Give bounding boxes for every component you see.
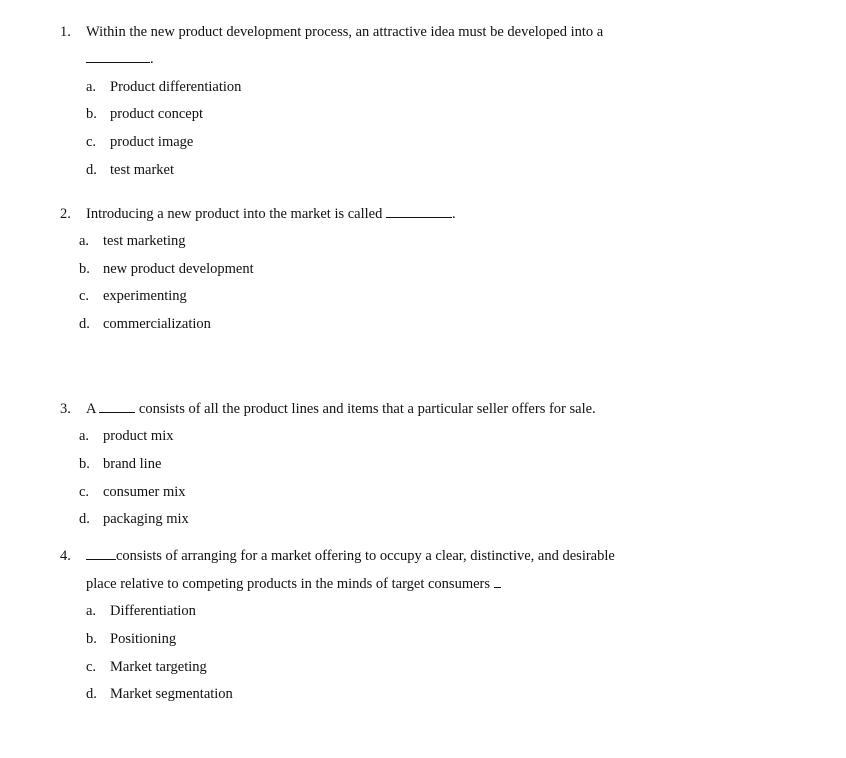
option-letter: a. [86,603,97,619]
option-letter: b. [79,261,90,277]
option-letter: a. [79,233,90,249]
question-text-end: consists of all the product lines and items that a particular seller offers for sale. [138,401,596,417]
option-text: product concept [110,106,204,122]
question-number: 2. [60,206,71,222]
question-text: Within the new product development process, an attractive idea must be developed into a [86,24,604,40]
question-text-end: . [451,206,456,222]
option-letter: c. [86,659,97,675]
option-text: product image [110,134,194,150]
question-number: 1. [60,24,71,40]
question-2-stem [60,205,456,223]
option-4d [86,685,233,703]
option-text: new product development [103,261,254,277]
option-4b [86,630,176,648]
option-text: commercialization [103,316,211,332]
option-letter: c. [79,288,90,304]
option-4a [86,602,196,620]
option-1a [86,78,241,96]
question-text-end: . [150,51,154,67]
question-number: 4. [60,548,71,564]
option-letter: a. [79,428,90,444]
option-text: brand line [103,456,162,472]
option-letter: d. [86,162,97,178]
option-3c [79,483,186,501]
option-text: consumer mix [103,484,186,500]
option-text: Positioning [110,631,177,647]
option-text: test market [110,162,175,178]
option-letter: d. [79,511,90,527]
option-text: packaging mix [103,511,189,527]
option-text: Market segmentation [110,686,233,702]
option-2a [79,232,186,250]
question-4-stem [60,547,615,565]
option-text: Market targeting [110,659,207,675]
option-3d [79,510,189,528]
answer-blank [99,400,135,413]
option-text: product mix [103,428,174,444]
option-letter: d. [79,316,90,332]
option-3b [79,455,161,473]
option-1d [86,161,174,179]
answer-blank [494,575,501,588]
question-number: 3. [60,401,71,417]
option-letter: a. [86,79,97,95]
question-text: Introducing a new product into the market is called [86,206,383,222]
question-3-stem [60,400,596,418]
answer-blank [86,547,116,560]
question-1-blank-line [86,50,154,68]
option-3a [79,427,173,445]
answer-blank [386,205,452,218]
option-letter: b. [86,631,97,647]
option-4c [86,658,207,676]
option-letter: d. [86,686,97,702]
option-letter: c. [79,484,90,500]
question-4-stem-line2 [86,575,501,593]
option-letter: c. [86,134,97,150]
option-text: Differentiation [110,603,196,619]
option-text: Product differentiation [110,79,242,95]
option-text: experimenting [103,288,187,304]
question-text-continued: place relative to competing products in the minds of target consumers [86,576,491,592]
option-1b [86,105,203,123]
question-text: A [86,401,96,417]
question-1-stem [60,23,603,41]
question-text: consists of arranging for a market offering to occupy a clear, distinctive, and desirable [116,548,615,564]
option-2b [79,260,254,278]
option-2c [79,287,187,305]
option-1c [86,133,193,151]
option-text: test marketing [103,233,186,249]
option-letter: b. [86,106,97,122]
answer-blank [86,50,150,63]
option-letter: b. [79,456,90,472]
option-2d [79,315,211,333]
